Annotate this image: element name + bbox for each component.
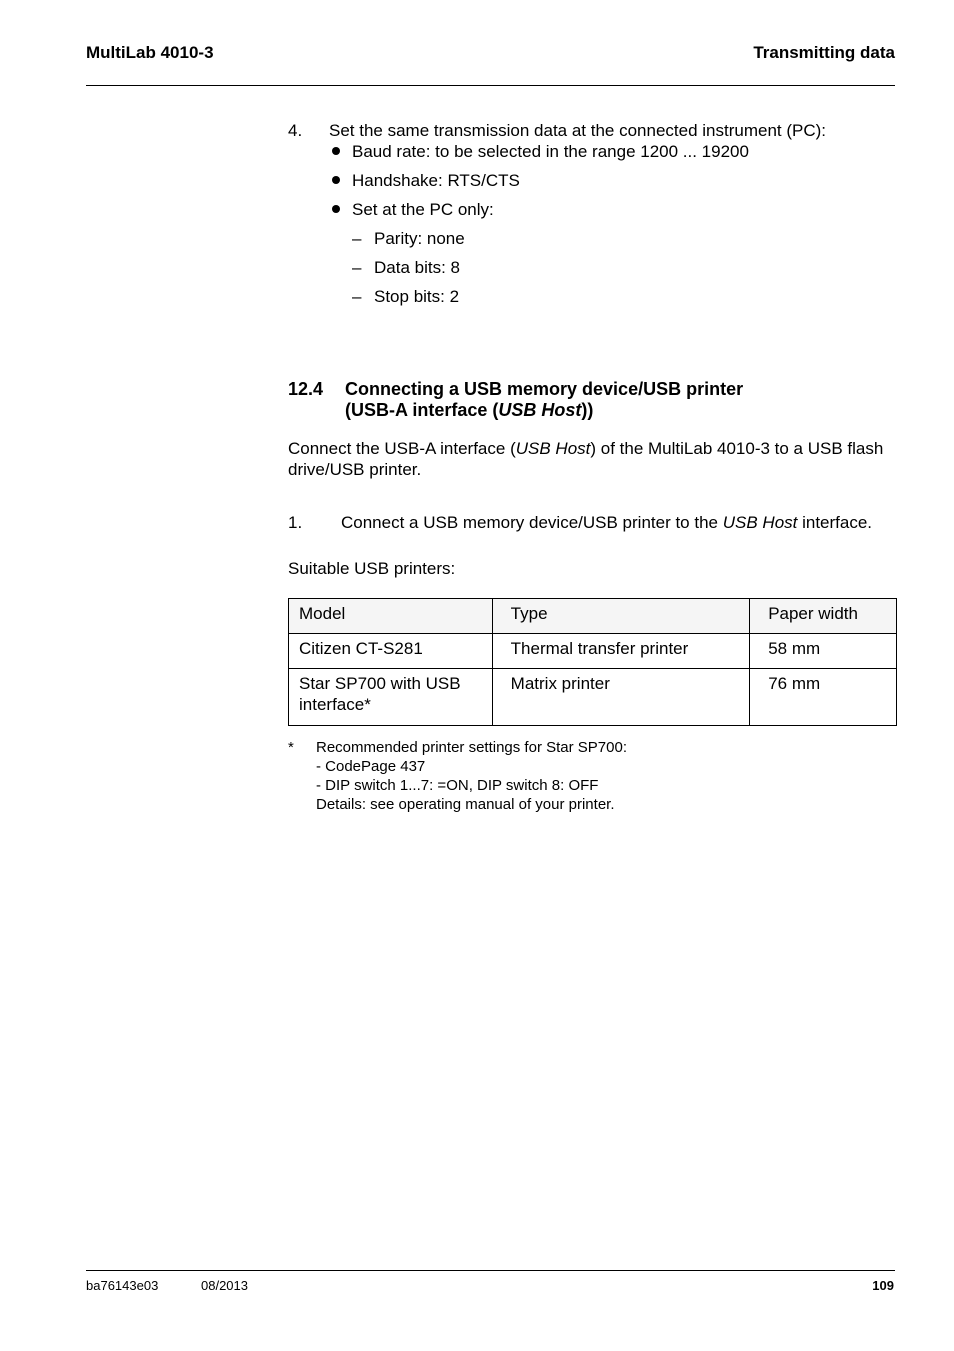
table-cell: Thermal transfer printer	[492, 634, 750, 669]
footnote-line: Recommended printer settings for Star SP700:	[316, 739, 627, 756]
table-header-cell: Paper width	[750, 599, 897, 634]
page-number: 109	[872, 1278, 894, 1293]
header-chapter-title: Transmitting data	[753, 43, 895, 62]
dash-stop-bits: Stop bits: 2	[374, 287, 460, 306]
printers-label: Suitable USB printers:	[288, 559, 456, 578]
bullet-icon	[332, 147, 340, 155]
footnote-line: - CodePage 437	[316, 758, 426, 775]
section-title-line2: (USB-A interface (USB Host))	[345, 400, 594, 420]
table-cell: Citizen CT-S281	[289, 634, 493, 669]
section-number: 12.4	[288, 379, 324, 399]
table-cell: 58 mm	[750, 634, 897, 669]
table-row	[289, 634, 897, 669]
footnote-mark: *	[288, 739, 294, 756]
table-cell: Star SP700 with USB interface*	[289, 669, 493, 726]
step1-text: Connect a USB memory device/USB printer to the USB Host interface.	[341, 513, 873, 532]
table-cell: 76 mm	[750, 669, 897, 726]
dash-parity: Parity: none	[374, 229, 465, 248]
bullet-handshake: Handshake: RTS/CTS	[352, 171, 520, 190]
table-header-cell: Type	[492, 599, 750, 634]
footnote-line: Details: see operating manual of your printer.	[316, 796, 615, 813]
header-doc-title: MultiLab 4010-3	[86, 43, 214, 62]
footer-rule	[86, 1270, 895, 1271]
dash-marker: –	[352, 258, 362, 277]
intro-paragraph: Connect the USB-A interface (USB Host) of the MultiLab 4010-3 to a USB flash drive/USB printer.	[288, 439, 884, 479]
bullet-icon	[332, 176, 340, 184]
footer-date: 08/2013	[201, 1278, 248, 1293]
footer-doc-number: ba76143e03	[86, 1278, 159, 1293]
table-header-row	[289, 599, 897, 634]
section-title-line1: Connecting a USB memory device/USB printer	[345, 379, 744, 399]
dash-data-bits: Data bits: 8	[374, 258, 460, 277]
usb-host-term: USB Host	[515, 439, 591, 458]
footnote-line: - DIP switch 1...7: =ON, DIP switch 8: OFF	[316, 777, 599, 794]
dash-marker: –	[352, 287, 362, 306]
table-row	[289, 669, 897, 726]
header-rule	[86, 85, 895, 86]
table-cell: Matrix printer	[492, 669, 750, 726]
bullet-icon	[332, 205, 340, 213]
usb-host-term: USB Host	[722, 513, 798, 532]
step1-number: 1.	[288, 513, 303, 532]
printers-table	[288, 598, 897, 726]
step4-number: 4.	[288, 121, 303, 140]
table-header-cell: Model	[289, 599, 493, 634]
step4-text: Set the same transmission data at the connected instrument (PC):	[329, 121, 827, 140]
bullet-pc-only: Set at the PC only:	[352, 200, 494, 219]
dash-marker: –	[352, 229, 362, 248]
bullet-baud-rate: Baud rate: to be selected in the range 1200 ... 19200	[352, 142, 749, 161]
usb-host-term: USB Host	[498, 400, 582, 420]
